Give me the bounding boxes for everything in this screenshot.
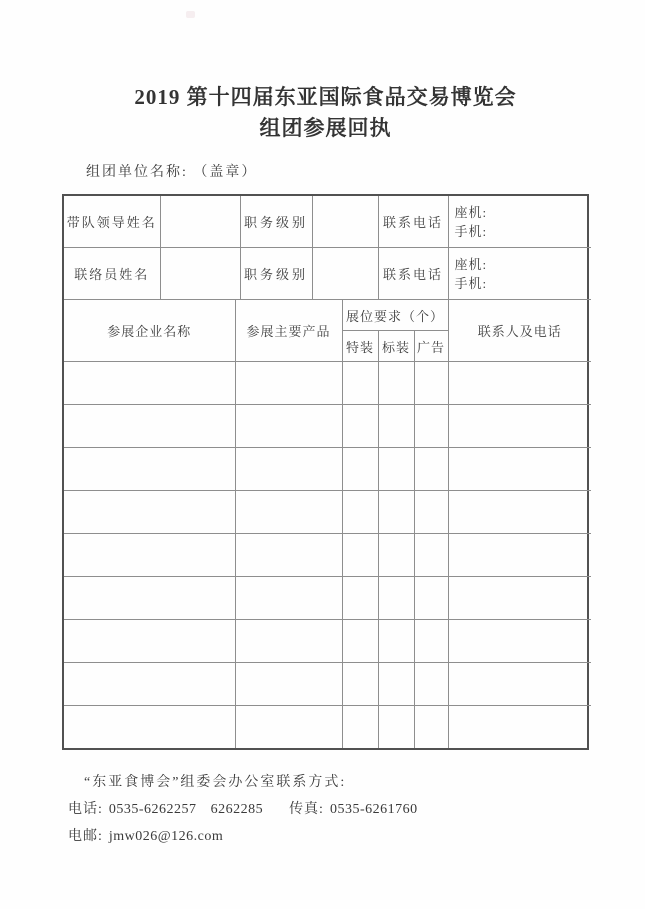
email-address: jmw026@126.com [108,829,224,844]
booth-empty-cell [448,620,591,663]
liaison-name-field [160,248,240,300]
booth-empty-cell [342,491,378,534]
form-table [62,194,589,750]
booth-table [64,300,591,748]
main-products-header: 参展主要产品 [235,300,342,362]
booth-empty-cell [448,534,591,577]
booth-empty-cell [378,620,414,663]
advertising-header: 广告 [414,331,448,362]
scan-artifact [186,11,195,18]
booth-empty-cell [414,405,448,448]
footer-heading: “东亚食博会”组委会办公室联系方式: [84,775,347,790]
contact-person-header: 联系人及电话 [448,300,591,362]
booth-table-body [64,300,591,748]
footer-phone-fax-line [68,796,589,823]
booth-empty-row [64,362,591,405]
booth-empty-cell [378,405,414,448]
booth-empty-cell [64,706,235,749]
booth-empty-cell [414,448,448,491]
leader-landline-label: 座机: [454,204,488,220]
leader-name-field [160,196,240,248]
booth-empty-cell [64,491,235,534]
phone-label: 电话: [68,802,103,817]
booth-empty-cell [448,706,591,749]
booth-empty-cell [414,362,448,405]
liaison-rank-field [312,248,378,300]
leader-phone-field [448,196,591,248]
booth-request-group-header: 展位要求（个） [342,300,448,331]
booth-empty-cell [448,663,591,706]
booth-empty-cell [448,448,591,491]
liaison-mobile-label: 手机: [454,275,488,291]
liaison-phone-field [448,248,591,300]
booth-empty-row [64,706,591,749]
booth-empty-cell [448,405,591,448]
booth-empty-row [64,448,591,491]
liaison-phone-label: 联系电话 [378,248,448,300]
leader-rank-field [312,196,378,248]
leader-row [64,196,591,248]
booth-empty-cell [378,491,414,534]
booth-empty-cell [235,577,342,620]
booth-empty-cell [235,663,342,706]
form-title-line2: 组团参展回执 [259,116,392,140]
form-title-line1: 2019 第十四届东亚国际食品交易博览会 [134,85,517,109]
booth-empty-cell [342,620,378,663]
liaison-rank-label: 职务级别 [240,248,312,300]
standard-decoration-header: 标装 [378,331,414,362]
email-label: 电邮: [68,829,103,844]
liaison-name-label: 联络员姓名 [64,248,160,300]
company-name-header: 参展企业名称 [64,300,235,362]
booth-empty-cell [64,534,235,577]
booth-empty-row [64,663,591,706]
booth-header-row [64,300,591,331]
liaison-landline-label: 座机: [454,256,488,272]
booth-empty-cell [378,448,414,491]
booth-empty-cell [378,362,414,405]
booth-empty-cell [414,577,448,620]
footer-contact-block [68,769,589,850]
booth-empty-cell [235,405,342,448]
booth-empty-cell [414,706,448,749]
phone-number-2: 6262285 [210,802,264,817]
footer-email-line [68,823,589,850]
booth-empty-cell [64,362,235,405]
booth-empty-cell [448,491,591,534]
booth-empty-cell [414,620,448,663]
unit-name-label: 组团单位名称: （盖章） [86,165,258,180]
booth-empty-cell [448,577,591,620]
booth-empty-cell [64,577,235,620]
leader-phone-label: 联系电话 [378,196,448,248]
booth-empty-cell [64,448,235,491]
booth-empty-cell [64,663,235,706]
leader-rank-label: 职务级别 [240,196,312,248]
phone-number-1: 0535-6262257 [108,802,197,817]
booth-empty-cell [64,405,235,448]
booth-empty-cell [342,448,378,491]
booth-empty-cell [235,620,342,663]
booth-empty-row [64,534,591,577]
booth-empty-cell [235,448,342,491]
fax-label: 传真: [289,802,324,817]
booth-empty-cell [448,362,591,405]
booth-empty-cell [342,534,378,577]
booth-empty-cell [414,663,448,706]
booth-empty-row [64,405,591,448]
leader-name-label: 带队领导姓名 [64,196,160,248]
booth-empty-cell [235,362,342,405]
booth-empty-cell [235,534,342,577]
info-table [64,196,591,300]
booth-empty-cell [64,620,235,663]
booth-empty-cell [378,663,414,706]
fax-number: 0535-6261760 [329,802,418,817]
booth-empty-cell [378,706,414,749]
booth-empty-cell [414,491,448,534]
booth-empty-cell [414,534,448,577]
booth-empty-row [64,620,591,663]
booth-empty-row [64,491,591,534]
booth-empty-cell [235,491,342,534]
booth-empty-cell [378,534,414,577]
booth-empty-cell [342,405,378,448]
booth-empty-cell [342,577,378,620]
booth-empty-cell [235,706,342,749]
booth-empty-cell [342,663,378,706]
form-title [62,0,589,144]
liaison-row [64,248,591,300]
booth-empty-cell [342,362,378,405]
special-decoration-header: 特装 [342,331,378,362]
booth-empty-row [64,577,591,620]
leader-mobile-label: 手机: [454,223,488,239]
booth-empty-cell [378,577,414,620]
booth-empty-cell [342,706,378,749]
